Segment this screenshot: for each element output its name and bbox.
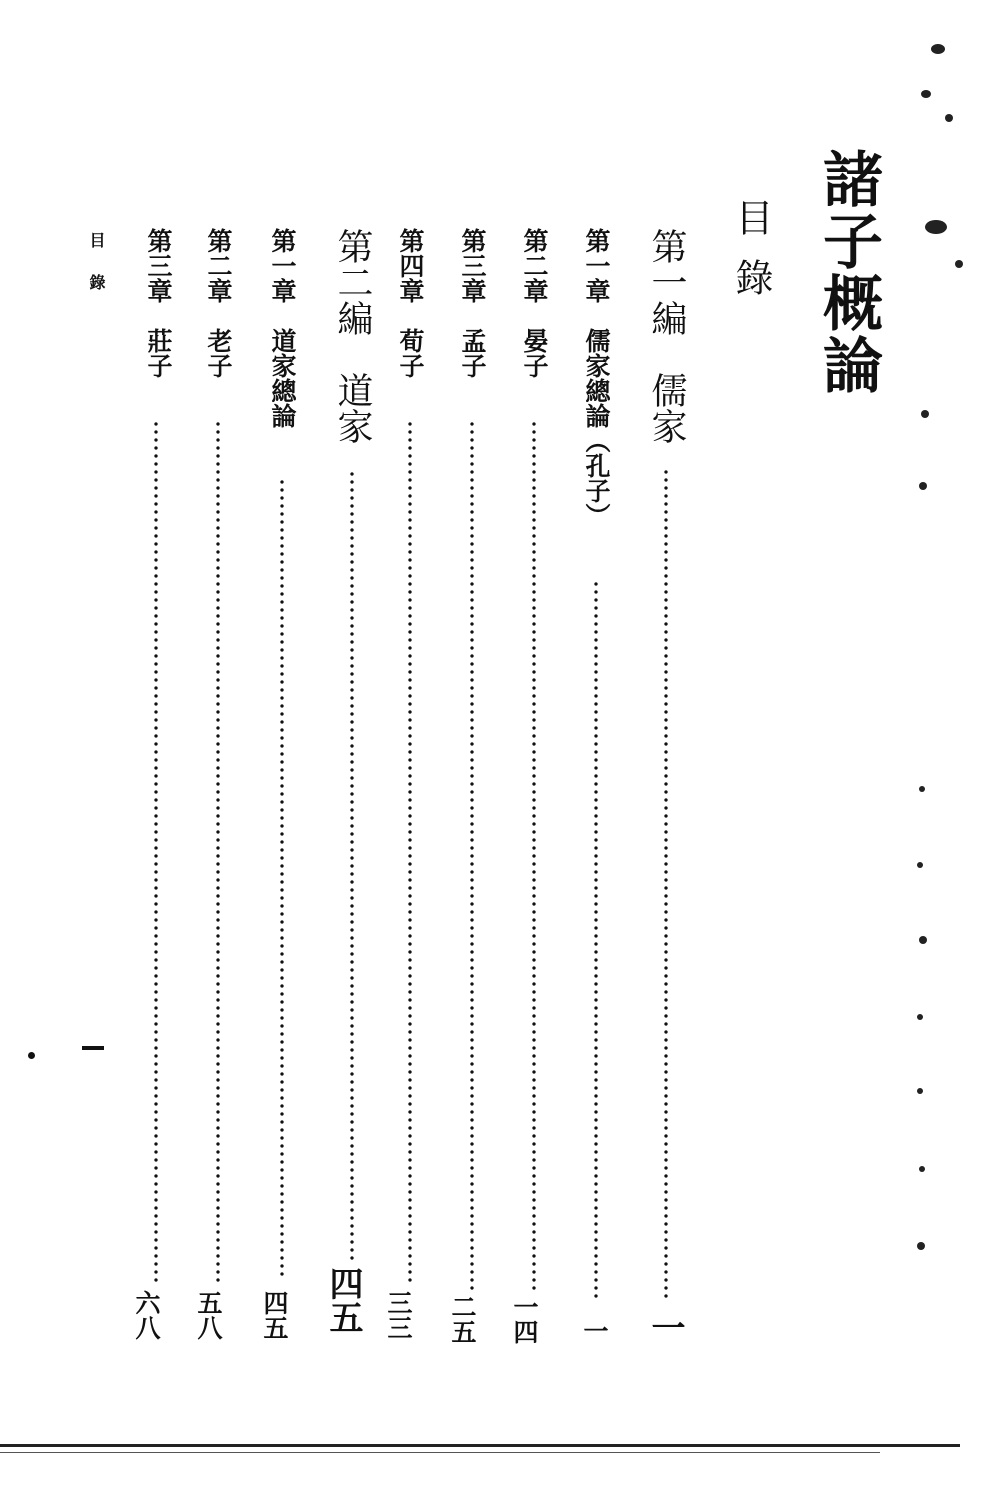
book-title: 諸子概論 (813, 148, 883, 396)
toc-entry-label: 第二章 老子 (204, 228, 233, 378)
toc-entry-page: 三三 (384, 1290, 413, 1340)
dot-leader (408, 420, 412, 1282)
dot-leader (532, 420, 536, 1290)
toc-entry-page: 一 (645, 1310, 685, 1344)
toc-entry-page: 一 (580, 1318, 609, 1343)
toc-entry-label: 第二編 道家 (332, 228, 373, 444)
scan-dot (28, 1052, 35, 1059)
dot-leader (154, 420, 158, 1282)
bottom-rule-thin (0, 1452, 880, 1453)
toc-entry-label: 第三章 孟子 (458, 228, 487, 378)
toc-entry-page: 二五 (448, 1294, 477, 1344)
dot-leader (280, 478, 284, 1278)
scan-noise (905, 30, 985, 1330)
running-head: 目錄 (87, 232, 106, 316)
toc-heading: 目錄 (729, 198, 773, 318)
toc-entry-label: 第一章 道家總論 (268, 228, 297, 428)
toc-entry-label: 第一章 儒家總論︵孔子︶ (582, 228, 611, 528)
folio-number (82, 1046, 104, 1050)
dot-leader (216, 420, 220, 1282)
bottom-rule (0, 1444, 960, 1447)
toc-entry-page: 五八 (194, 1290, 223, 1340)
toc-entry-label: 第四章 荀子 (396, 228, 425, 378)
toc-entry-page: 四五 (260, 1290, 289, 1340)
toc-entry-page: 一四 (510, 1294, 539, 1344)
dot-leader (470, 420, 474, 1290)
toc-entry-page: 六八 (132, 1290, 161, 1340)
toc-entry-label: 第三章 莊子 (144, 228, 173, 378)
toc-entry-label: 第二章 晏子 (520, 228, 549, 378)
dot-leader (350, 470, 354, 1262)
dot-leader (594, 580, 598, 1300)
toc-entry-label: 第一編 儒家 (646, 228, 687, 444)
toc-entry-page: 四五 (323, 1266, 363, 1334)
dot-leader (664, 468, 668, 1298)
